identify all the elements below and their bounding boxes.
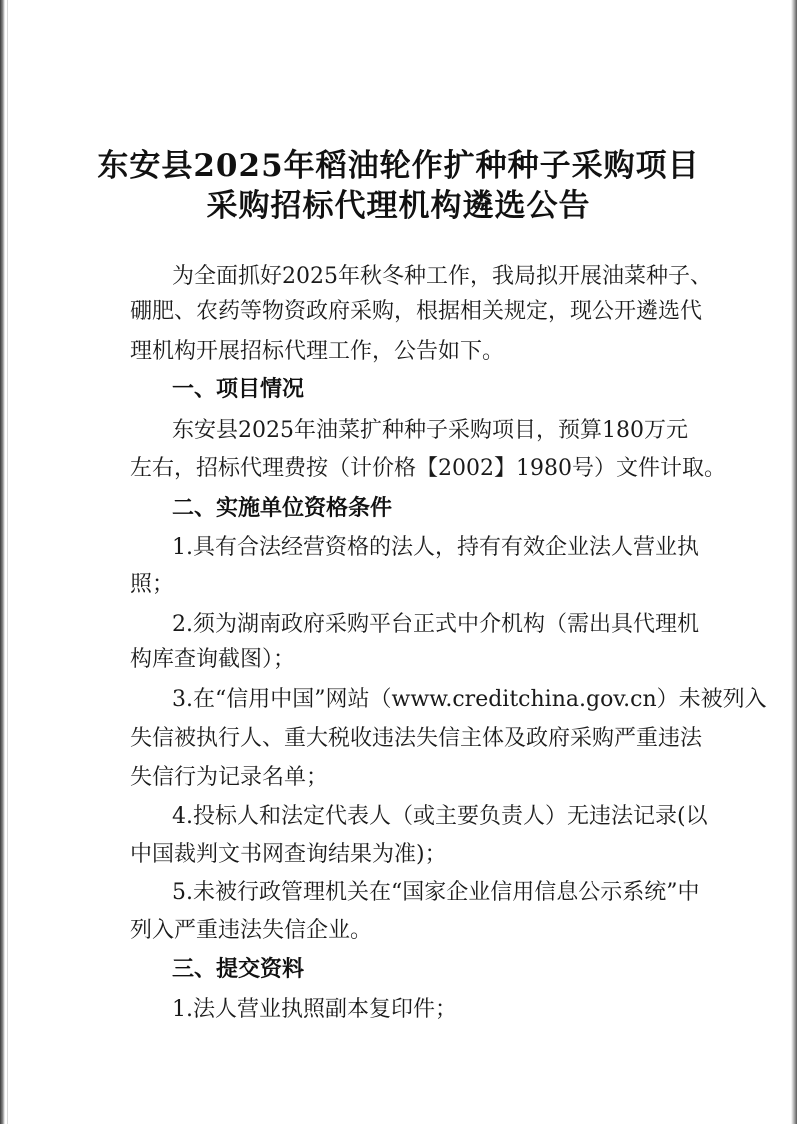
section-2-item-1-line-2: 照； [130,572,175,597]
intro-line-3: 理机构开展招标代理工作，公告如下。 [130,339,505,364]
section-2-item-2-line-2: 构库查询截图）； [130,647,296,672]
document-title-line-1: 东安县2025年稻油轮作扩种种子采购项目 [97,148,700,184]
section-1-heading: 一、项目情况 [172,377,305,402]
section-2-item-3-line-1: 3.在“信用中国”网站（www.creditchina.gov.cn）未被列入 [172,687,767,712]
section-2-item-3-line-3: 失信行为记录名单； [130,765,329,790]
section-2-item-5-line-1: 5.未被行政管理机关在“国家企业信用信息公示系统”中 [172,880,700,905]
intro-line-2: 硼肥、农药等物资政府采购，根据相关规定，现公开遴选代 [130,299,703,324]
section-2-item-4-line-1: 4.投标人和法定代表人（或主要负责人）无违法记录(以 [172,804,708,829]
section-3-item-1-line-1: 1.法人营业执照副本复印件； [172,997,457,1022]
document-title-line-2: 采购招标代理机构遴选公告 [206,188,591,224]
section-2-item-4-line-2: 中国裁判文书网查询结果为准)； [130,842,447,867]
section-2-item-1-line-1: 1.具有合法经营资格的法人，持有有效企业法人营业执 [172,535,699,560]
intro-line-1: 为全面抓好2025年秋冬种工作，我局拟开展油菜种子、 [172,264,712,289]
section-2-item-5-line-2: 列入严重违法失信企业。 [130,918,373,943]
section-2-item-2-line-1: 2.须为湖南政府采购平台正式中介机构（需出具代理机 [172,612,699,637]
section-1-line-2: 左右，招标代理费按（计价格【2002】1980号）文件计取。 [130,456,726,481]
section-1-line-1: 东安县2025年油菜扩种种子采购项目，预算180万元 [172,418,688,443]
section-2-item-3-line-2: 失信被执行人、重大税收违法失信主体及政府采购严重违法 [130,726,703,751]
section-2-heading: 二、实施单位资格条件 [172,496,393,521]
section-3-heading: 三、提交资料 [172,957,305,982]
